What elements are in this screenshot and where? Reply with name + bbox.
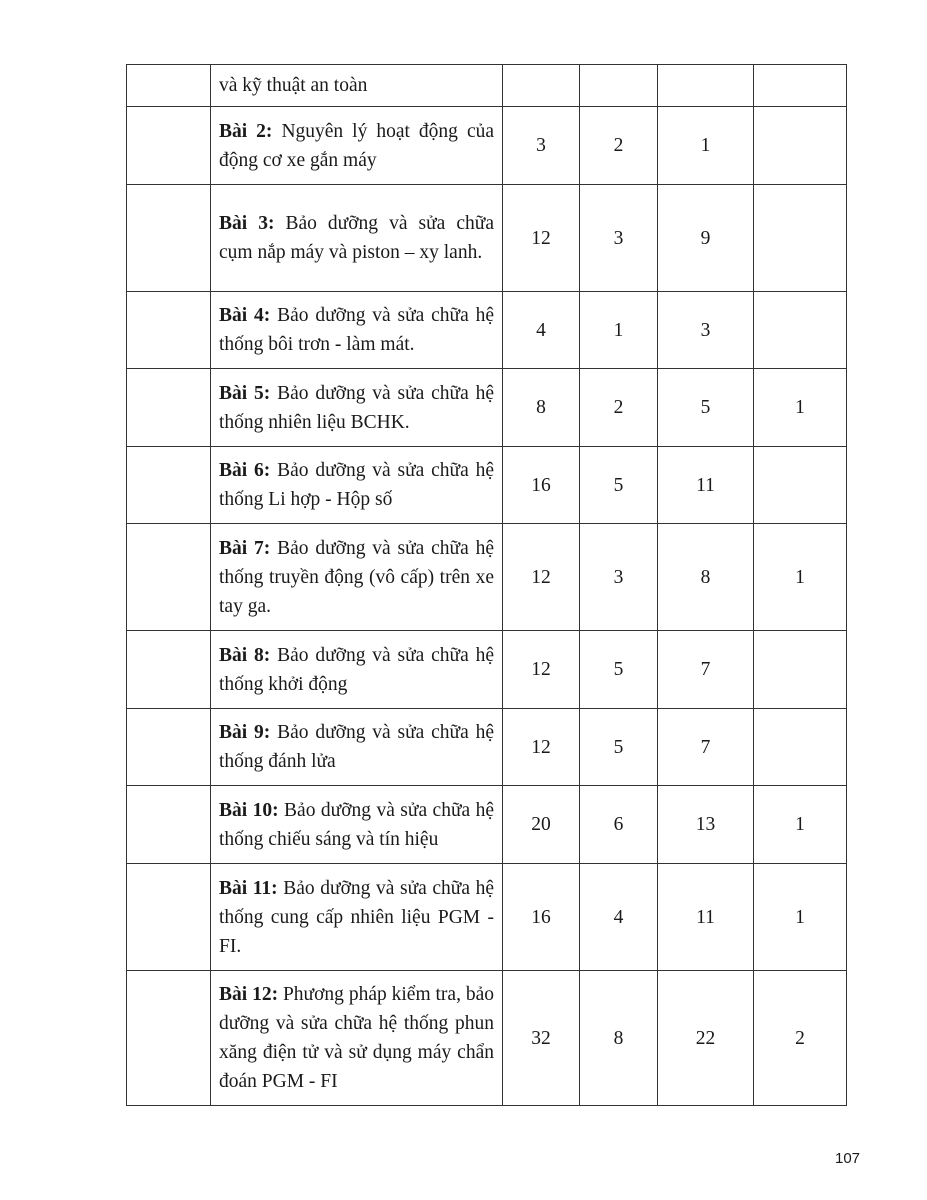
index-cell bbox=[127, 524, 211, 631]
lesson-number: Bài 11: bbox=[219, 877, 278, 899]
total-hours-cell: 20 bbox=[503, 786, 580, 864]
theory-hours-cell: 5 bbox=[580, 631, 658, 709]
index-cell bbox=[127, 292, 211, 369]
lesson-cell bbox=[211, 447, 503, 524]
lesson-text: Bảo dưỡng và sửa chữa cụm nắp máy và piston – xy lanh. bbox=[219, 213, 494, 263]
lesson-title bbox=[219, 534, 494, 621]
theory-hours-cell: 3 bbox=[580, 185, 658, 292]
theory-hours-cell: 6 bbox=[580, 786, 658, 864]
lesson-number: Bài 12: bbox=[219, 984, 279, 1005]
lesson-number: Bài 7: bbox=[219, 537, 271, 559]
table-row bbox=[127, 524, 847, 631]
test-hours-cell bbox=[754, 631, 847, 709]
test-hours-cell: 1 bbox=[754, 524, 847, 631]
practice-hours-cell: 13 bbox=[658, 786, 754, 864]
practice-hours-cell: 8 bbox=[658, 524, 754, 631]
lesson-number: Bài 8: bbox=[219, 644, 271, 666]
lesson-text: Bảo dưỡng và sửa chữa hệ thống nhiên liệu BCHK. bbox=[219, 382, 494, 433]
theory-hours-cell: 5 bbox=[580, 709, 658, 786]
practice-hours-cell: 1 bbox=[658, 107, 754, 185]
total-hours-cell: 8 bbox=[503, 369, 580, 447]
lesson-text: Nguyên lý hoạt động của động cơ xe gắn máy bbox=[219, 120, 495, 171]
practice-hours-cell: 5 bbox=[658, 369, 754, 447]
theory-hours-cell: 2 bbox=[580, 369, 658, 447]
theory-hours-cell: 1 bbox=[580, 292, 658, 369]
lesson-title bbox=[219, 874, 494, 961]
lesson-text: Bảo dưỡng và sửa chữa hệ thống cung cấp nhiên liệu PGM - FI. bbox=[219, 877, 495, 957]
lesson-cell bbox=[211, 292, 503, 369]
table-row bbox=[127, 65, 847, 107]
theory-hours-cell: 3 bbox=[580, 524, 658, 631]
lesson-number: Bài 10: bbox=[219, 799, 279, 821]
lesson-title bbox=[219, 117, 494, 175]
test-hours-cell: 2 bbox=[754, 971, 847, 1106]
table-row bbox=[127, 971, 847, 1106]
lesson-text: Bảo dưỡng và sửa chữa hệ thống Li hợp - Hộp số bbox=[219, 460, 494, 510]
lesson-number: Bài 3: bbox=[219, 213, 275, 234]
lesson-title bbox=[219, 641, 494, 699]
lesson-text: và kỹ thuật an toàn bbox=[219, 75, 368, 96]
lesson-title bbox=[219, 718, 494, 776]
index-cell bbox=[127, 631, 211, 709]
lesson-cell bbox=[211, 185, 503, 292]
lesson-cell bbox=[211, 971, 503, 1106]
index-cell bbox=[127, 107, 211, 185]
lesson-number: Bài 2: bbox=[219, 120, 273, 142]
lesson-title bbox=[219, 456, 494, 514]
practice-hours-cell: 7 bbox=[658, 709, 754, 786]
lesson-title bbox=[219, 980, 494, 1096]
total-hours-cell: 16 bbox=[503, 864, 580, 971]
test-hours-cell bbox=[754, 709, 847, 786]
theory-hours-cell: 5 bbox=[580, 447, 658, 524]
theory-hours-cell: 8 bbox=[580, 971, 658, 1106]
lesson-text: Bảo dưỡng và sửa chữa hệ thống truyền động (vô cấp) trên xe tay ga. bbox=[219, 537, 494, 617]
test-hours-cell: 1 bbox=[754, 864, 847, 971]
lesson-cell bbox=[211, 864, 503, 971]
test-hours-cell bbox=[754, 292, 847, 369]
practice-hours-cell: 22 bbox=[658, 971, 754, 1106]
table-row bbox=[127, 292, 847, 369]
lesson-number: Bài 5: bbox=[219, 382, 271, 404]
table-row bbox=[127, 107, 847, 185]
index-cell bbox=[127, 65, 211, 107]
test-hours-cell: 1 bbox=[754, 369, 847, 447]
test-hours-cell bbox=[754, 447, 847, 524]
practice-hours-cell: 11 bbox=[658, 447, 754, 524]
practice-hours-cell: 7 bbox=[658, 631, 754, 709]
total-hours-cell: 16 bbox=[503, 447, 580, 524]
index-cell bbox=[127, 864, 211, 971]
lesson-title bbox=[219, 71, 494, 100]
lesson-number: Bài 4: bbox=[219, 305, 271, 326]
lesson-title bbox=[219, 379, 494, 437]
table-row bbox=[127, 185, 847, 292]
practice-hours-cell: 9 bbox=[658, 185, 754, 292]
index-cell bbox=[127, 709, 211, 786]
lesson-number: Bài 6: bbox=[219, 460, 271, 481]
lesson-cell bbox=[211, 786, 503, 864]
total-hours-cell: 12 bbox=[503, 524, 580, 631]
practice-hours-cell bbox=[658, 65, 754, 107]
test-hours-cell bbox=[754, 185, 847, 292]
total-hours-cell: 3 bbox=[503, 107, 580, 185]
total-hours-cell: 12 bbox=[503, 709, 580, 786]
lesson-title bbox=[219, 301, 494, 359]
index-cell bbox=[127, 185, 211, 292]
lesson-title bbox=[219, 796, 494, 854]
lesson-title bbox=[219, 209, 494, 267]
page-number: 107 bbox=[835, 1150, 861, 1167]
lesson-text: Phương pháp kiểm tra, bảo dưỡng và sửa chữa hệ thống phun xăng điện tử và sử dụng máy chẩn đoán PGM - FI bbox=[219, 984, 494, 1092]
index-cell bbox=[127, 369, 211, 447]
table-row bbox=[127, 447, 847, 524]
table-row bbox=[127, 709, 847, 786]
table-row bbox=[127, 786, 847, 864]
test-hours-cell bbox=[754, 65, 847, 107]
lesson-text: Bảo dưỡng và sửa chữa hệ thống bôi trơn - làm mát. bbox=[219, 305, 494, 355]
lesson-cell bbox=[211, 107, 503, 185]
table-row bbox=[127, 369, 847, 447]
theory-hours-cell: 4 bbox=[580, 864, 658, 971]
total-hours-cell: 12 bbox=[503, 185, 580, 292]
test-hours-cell bbox=[754, 107, 847, 185]
table-row bbox=[127, 864, 847, 971]
curriculum-table bbox=[126, 64, 847, 1106]
lesson-cell bbox=[211, 709, 503, 786]
index-cell bbox=[127, 971, 211, 1106]
lesson-cell bbox=[211, 524, 503, 631]
total-hours-cell: 4 bbox=[503, 292, 580, 369]
index-cell bbox=[127, 447, 211, 524]
test-hours-cell: 1 bbox=[754, 786, 847, 864]
practice-hours-cell: 3 bbox=[658, 292, 754, 369]
total-hours-cell: 12 bbox=[503, 631, 580, 709]
theory-hours-cell bbox=[580, 65, 658, 107]
total-hours-cell: 32 bbox=[503, 971, 580, 1106]
total-hours-cell bbox=[503, 65, 580, 107]
lesson-text: Bảo dưỡng và sửa chữa hệ thống khởi động bbox=[219, 644, 494, 695]
curriculum-table-body bbox=[127, 65, 847, 1106]
index-cell bbox=[127, 786, 211, 864]
lesson-text: Bảo dưỡng và sửa chữa hệ thống đánh lửa bbox=[219, 722, 494, 772]
practice-hours-cell: 11 bbox=[658, 864, 754, 971]
lesson-cell bbox=[211, 631, 503, 709]
lesson-cell bbox=[211, 65, 503, 107]
lesson-number: Bài 9: bbox=[219, 722, 271, 743]
lesson-cell bbox=[211, 369, 503, 447]
theory-hours-cell: 2 bbox=[580, 107, 658, 185]
lesson-text: Bảo dưỡng và sửa chữa hệ thống chiếu sáng và tín hiệu bbox=[219, 799, 495, 850]
table-row bbox=[127, 631, 847, 709]
